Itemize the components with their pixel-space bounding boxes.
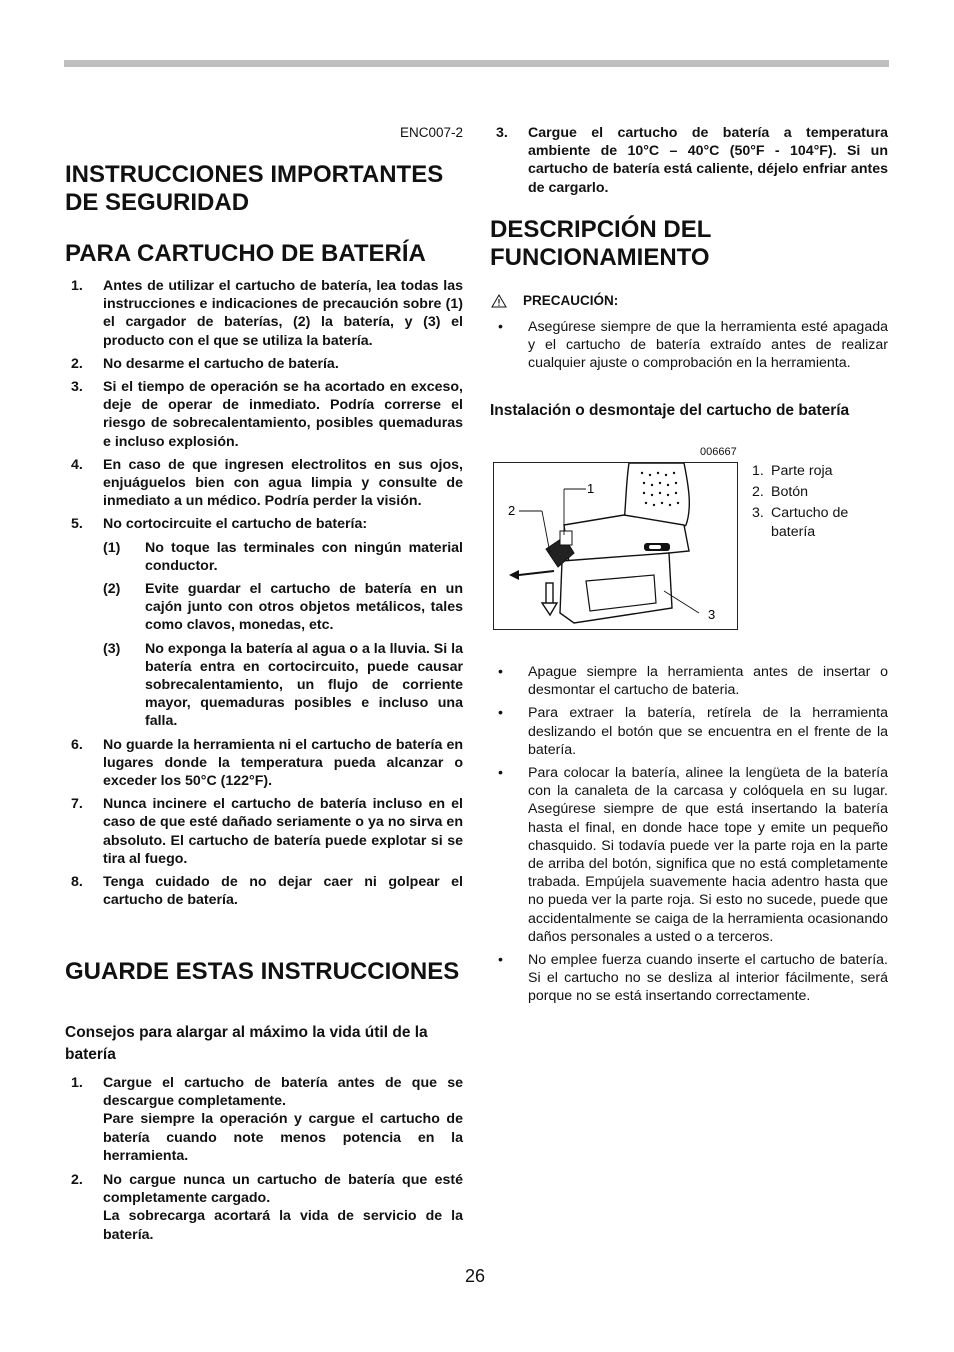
item-number: 4. <box>71 456 83 473</box>
legend-text: Parte roja <box>771 463 833 479</box>
tip-3-container <box>490 124 888 202</box>
list-item <box>65 873 463 909</box>
list-item <box>490 951 888 1006</box>
item-number: 7. <box>71 796 83 813</box>
legend-item <box>752 483 888 501</box>
legend-item <box>752 504 888 540</box>
sub-list <box>103 539 463 731</box>
list-item <box>65 515 463 730</box>
list-item <box>490 318 888 373</box>
sub-item-text: No toque las terminales con ningún material conductor. <box>145 539 463 574</box>
list-item <box>490 704 888 759</box>
bullet-icon: • <box>498 319 503 335</box>
list-item <box>490 663 888 699</box>
item-number: 8. <box>71 874 83 891</box>
item-text: Si el tiempo de operación se ha acortado en exceso, deje de operar de inmediato. Podría correrse el riesgo de sobrecalentamiento, posibles quemaduras e incluso explosión. <box>103 379 463 450</box>
safety-list-container <box>65 277 463 915</box>
page-number: 26 <box>464 1266 486 1286</box>
item-number: 1. <box>71 278 83 294</box>
bullet-icon: • <box>498 705 503 722</box>
tip-line-1: No cargue nunca un cartucho de batería que esté completamente cargado. <box>103 1172 463 1207</box>
battery-figure <box>493 462 738 630</box>
bullet-icon: • <box>498 765 503 782</box>
tip-line-2: La sobrecarga acortará la vida de servicio de la batería. <box>103 1208 463 1243</box>
safety-list <box>65 277 463 910</box>
tips-list-container <box>65 1074 463 1249</box>
item-number: 5. <box>71 516 83 533</box>
install-notes-container <box>490 663 888 1011</box>
list-item <box>65 456 463 511</box>
top-rule <box>64 60 889 67</box>
caution-list-container <box>490 318 888 378</box>
legend-number: 3. <box>752 505 764 522</box>
legend-text: Cartucho de batería <box>771 505 849 540</box>
callout-3: 3 <box>708 607 716 622</box>
item-text: No desarme el cartucho de batería. <box>103 355 339 372</box>
list-item <box>65 736 463 791</box>
callout-1: 1 <box>587 481 595 496</box>
sub-item-number: (3) <box>103 640 121 657</box>
item-text: No emplee fuerza cuando inserte el cartucho de batería. Si el cartucho no se desliza al interior fácilmente, será porque no se está insertando correctamente. <box>528 952 888 1005</box>
list-item <box>65 1171 463 1244</box>
tips-list <box>65 1074 463 1244</box>
sub-list-item <box>103 640 463 731</box>
warning-triangle-icon <box>491 294 507 308</box>
subheading-battery-install: Instalación o desmontaje del cartucho de batería <box>490 402 850 419</box>
item-text: Para colocar la batería, alinee la lengüeta de la batería con la canaleta de la carcasa y colóquela en su lugar. Asegúrese siempre de que está insertando la batería hasta el final, en donde hace tope y emite un pequeño chasquido. Si todavía puede ver la parte roja en la parte de arriba del botón, significa que no está completamente trabada. Empújela suavemente hacia adentro hasta que no pueda ver la parte roja. Si esto no sucede, puede que accidentalmente se caiga de la herramienta ocasionando daños personales a usted o a terceros. <box>528 765 888 945</box>
item-text: Asegúrese siempre de que la herramienta esté apagada y el cartucho de batería extraído antes de realizar cualquier ajuste o comprobación en la herramienta. <box>528 319 888 372</box>
legend-number: 1. <box>752 463 764 479</box>
list-item <box>65 277 463 350</box>
tips-list-continued <box>490 124 888 197</box>
sub-item-text: No exponga la batería al agua o a la lluvia. Si la batería entra en cortocircuito, puede causar sobrecalentamiento, un flujo de corriente mayor, quemaduras posibles e incluso una falla. <box>145 640 463 730</box>
heading-keep-instructions: GUARDE ESTAS INSTRUCCIONES <box>65 958 460 985</box>
item-number: 1. <box>71 1075 83 1091</box>
item-text: En caso de que ingresen electrolitos en sus ojos, enjuáguelos bien con agua limpia y consulte de inmediato a un médico. Podría perder la visión. <box>103 456 463 510</box>
sub-list-item <box>103 539 463 575</box>
sub-item-number: (2) <box>103 581 121 598</box>
legend-item <box>752 462 888 480</box>
list-item <box>65 355 463 373</box>
legend-number: 2. <box>752 484 764 501</box>
item-text: Apague siempre la herramienta antes de insertar o desmontar el cartucho de bateria. <box>528 664 888 699</box>
heading-functional-description: DESCRIPCIÓN DEL FUNCIONAMIENTO <box>490 216 711 271</box>
document-code: ENC007-2 <box>399 125 463 140</box>
item-number: 2. <box>71 1172 83 1189</box>
tip-line-1: Cargue el cartucho de batería antes de que se descargue completamente. <box>103 1075 463 1110</box>
sub-item-number: (1) <box>103 539 121 556</box>
install-notes-list <box>490 663 888 1006</box>
caution-list <box>490 318 888 373</box>
list-item <box>490 764 888 946</box>
item-text: No guarde la herramienta ni el cartucho de batería en lugares donde la temperatura pueda alcanzar o exceder los 50°C (122°F). <box>103 736 463 790</box>
heading-safety-instructions: INSTRUCCIONES IMPORTANTES DE SEGURIDAD <box>65 161 444 216</box>
subheading-battery-tips: Consejos para alargar al máximo la vida útil de la batería <box>65 1024 428 1063</box>
list-item <box>65 795 463 868</box>
list-item <box>65 378 463 451</box>
item-text: Para extraer la batería, retírela de la herramienta deslizando el botón que se encuentra en el frente de la batería. <box>528 705 888 758</box>
figure-legend <box>752 462 888 544</box>
item-number: 6. <box>71 736 83 753</box>
legend-text: Botón <box>771 484 809 501</box>
item-text: Tenga cuidado de no dejar caer ni golpear el cartucho de batería. <box>103 874 463 909</box>
item-text: Antes de utilizar el cartucho de batería, lea todas las instrucciones e indicaciones de precaución sobre (1) el cargador de baterías, (2) la batería, y (3) el producto con el que se utiliza la batería. <box>103 278 463 349</box>
sub-item-text: Evite guardar el cartucho de batería en un cajón junto con otros objetos metálicos, tales como clavos, monedas, etc. <box>145 581 463 634</box>
item-text: Cargue el cartucho de batería a temperatura ambiente de 10°C – 40°C (50°F - 104°F). Si un cartucho de batería está caliente, déjelo enfriar antes de cargarlo. <box>528 125 888 196</box>
caution-text: PRECAUCIÓN: <box>523 293 619 308</box>
tip-line-2: Pare siempre la operación y cargue el cartucho de batería cuando note menos potencia en la herramienta. <box>103 1111 463 1164</box>
callout-2: 2 <box>508 503 516 518</box>
sub-list-item <box>103 580 463 635</box>
item-number: 3. <box>71 379 83 396</box>
item-number: 2. <box>71 355 83 372</box>
item-text: No cortocircuite el cartucho de batería: <box>103 516 368 533</box>
bullet-icon: • <box>498 664 503 680</box>
list-item <box>490 124 888 197</box>
list-item <box>65 1074 463 1165</box>
item-number: 3. <box>496 125 508 141</box>
bullet-icon: • <box>498 952 503 969</box>
item-text: Nunca incinere el cartucho de batería incluso en el caso de que esté dañado seriamente o ya no sirva en absoluto. El cartucho de batería puede explotar si se tira al fuego. <box>103 796 463 867</box>
caution-label <box>491 293 618 308</box>
heading-battery-cartridge: PARA CARTUCHO DE BATERÍA <box>65 240 426 267</box>
drill-battery-illustration <box>494 463 737 629</box>
figure-code: 006667 <box>700 446 737 458</box>
